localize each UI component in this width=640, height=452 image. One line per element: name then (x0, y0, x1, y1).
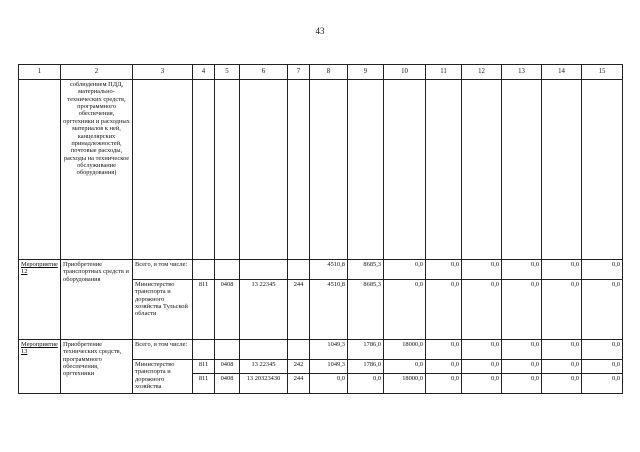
event-13-label[interactable]: Мероприятие 13 (19, 340, 61, 394)
continuation-text: соблюдением ПДД, материально-технических средств, программного обеспечения, оргтехники и расходных материалов к ней, канцелярских принадлежностей, почтовые расходы, расходы на техническое обслуживание оборудования) (61, 80, 133, 260)
event-13-name: Приобретение технических средств, программного обеспечения, оргтехники (61, 340, 133, 394)
cell-value: 4510,8 (310, 260, 348, 280)
cell-value: 0,0 (426, 374, 462, 394)
cell-value: 8685,3 (348, 280, 384, 340)
header-row (19, 65, 623, 80)
table-row: Министерство транспорта и дорожного хозяйства 811 0408 13 22345 242 1049,3 1786,0 0,0 0,0 0,0 0,0 0,0 0,0 (19, 360, 623, 374)
cell-value: 0,0 (542, 374, 582, 394)
table-row: Министерство транспорта и дорожного хозяйства Тульской области 811 0408 13 22345 244 4510,8 8685,3 0,0 0,0 0,0 0,0 0,0 0,0 (19, 280, 623, 340)
cell-value: 0,0 (502, 340, 542, 360)
cell-value: 0,0 (426, 260, 462, 280)
cell-value: 0,0 (582, 340, 623, 360)
col-header: 15 (582, 65, 623, 80)
cell-value: 0,0 (384, 360, 426, 374)
cell-value: 0,0 (502, 260, 542, 280)
col-header: 6 (240, 65, 288, 80)
col-header: 10 (384, 65, 426, 80)
cell-value: 0,0 (310, 374, 348, 394)
row-desc: Всего, в том числе: (133, 340, 193, 360)
cell-value: 0,0 (462, 260, 502, 280)
col-header: 4 (193, 65, 215, 80)
cell-value: 0,0 (582, 360, 623, 374)
col-header: 13 (502, 65, 542, 80)
cell-value: 18000,0 (384, 374, 426, 394)
cell-value: 0,0 (384, 280, 426, 340)
cell-value: 0,0 (462, 340, 502, 360)
cell-value: 0,0 (502, 374, 542, 394)
cell-value: 1786,0 (348, 360, 384, 374)
budget-table (18, 64, 623, 394)
cell-value: 8685,3 (348, 260, 384, 280)
table-row (19, 260, 623, 280)
table-row: 811 0408 13 20323430 244 0,0 0,0 18000,0 0,0 0,0 0,0 0,0 0,0 (19, 374, 623, 394)
cell-value: 0,0 (348, 374, 384, 394)
cell-value: 0,0 (542, 340, 582, 360)
cell-value: 0,0 (426, 280, 462, 340)
cell-value: 0,0 (462, 374, 502, 394)
event-12-name: Приобретение транспортных средств и оборудования (61, 260, 133, 340)
cell-value: 4510,8 (310, 280, 348, 340)
event-12-label[interactable]: Мероприятие 12 (19, 260, 61, 340)
col-header: 3 (133, 65, 193, 80)
col-header: 1 (19, 65, 61, 80)
col-header: 9 (348, 65, 384, 80)
cell-value: 0,0 (384, 260, 426, 280)
cell-value: 0,0 (462, 360, 502, 374)
col-header: 7 (288, 65, 310, 80)
row-desc: Всего, в том числе: (133, 260, 193, 280)
cell-value: 0,0 (542, 360, 582, 374)
table-row (19, 340, 623, 360)
table-row-continuation (19, 80, 623, 260)
col-header: 5 (215, 65, 240, 80)
col-header: 2 (61, 65, 133, 80)
cell-value: 0,0 (582, 374, 623, 394)
cell-value: 1049,3 (310, 340, 348, 360)
row-desc: Министерство транспорта и дорожного хозяйства (133, 360, 193, 394)
col-header: 8 (310, 65, 348, 80)
col-header: 11 (426, 65, 462, 80)
cell-value: 1786,0 (348, 340, 384, 360)
cell-value: 0,0 (502, 360, 542, 374)
cell-value: 0,0 (582, 280, 623, 340)
cell-value: 0,0 (542, 280, 582, 340)
cell-value: 0,0 (462, 280, 502, 340)
cell-value: 0,0 (542, 260, 582, 280)
col-header: 14 (542, 65, 582, 80)
cell-value: 0,0 (502, 280, 542, 340)
cell-value: 1049,3 (310, 360, 348, 374)
cell-value: 0,0 (426, 340, 462, 360)
row-desc: Министерство транспорта и дорожного хозяйства Тульской области (133, 280, 193, 340)
col-header: 12 (462, 65, 502, 80)
page-number: 43 (315, 26, 325, 36)
cell-value: 0,0 (582, 260, 623, 280)
cell-value: 18000,0 (384, 340, 426, 360)
cell-value: 0,0 (426, 360, 462, 374)
